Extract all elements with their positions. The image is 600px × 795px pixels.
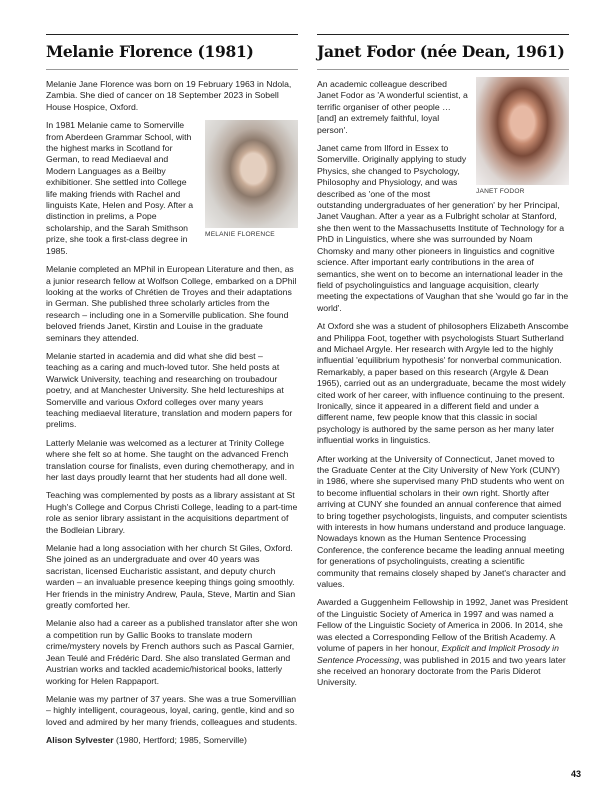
text-span: Awarded a Guggenheim Fellowship in 1992, Janet was President of the Linguistic Society of America in 1997 and was named a Fellow of the Linguistic Society of America in 2006. In 2014, she was elected a Corresponding Fellow of the British Academy. A volume of papers in her honour, (317, 597, 568, 654)
portrait-photo (205, 120, 298, 228)
photo-figure (205, 120, 298, 238)
paragraph: An academic colleague described Janet Fodor as 'A wonderful scientist, a terrific organiser of other people … [and] an extremely faithful, loyal person'. (317, 79, 468, 135)
title-rule (46, 69, 298, 70)
paragraph: At Oxford she was a student of philosophers Elizabeth Anscombe and Philippa Foot, together with psychologists Stuart Sutherland and Michael Argyle. Her research with Argyle led to the highly influential 'equilibrium hypothesis' for nonverbal communication. Remarkably, a paper based on this research (Argyle & Dean 1965), carried out as an undergraduate, became the most widely cited work of her career, with influence continuing to the present. Ironically, since it appeared in a different field and under a different name, few people know that this classic in social psychology is authored by the same person as her many later influential works in linguistics. (317, 321, 569, 446)
book-title: Explicit and Implicit Prosody in Sentence Processing (317, 643, 559, 665)
text-span: , was published in 2015 and two years later she received an honorary doctorate from the Paris Diderot University. (317, 654, 566, 688)
paragraph: Teaching was complemented by posts as a library assistant at St Hugh's College and Corpus Christi College, leading to a part-time role as senior library assistant in the acquisitions department of the Bodleian Library. (46, 490, 298, 535)
top-rule (317, 34, 569, 35)
author-name: Alison Sylvester (46, 735, 114, 746)
paragraph: Latterly Melanie was welcomed as a lecturer at Trinity College where she felt so at home. She taught on the advanced French translation course for finalists, even during chemotherapy, and in her last days proudly learnt that her students had all done well. (46, 437, 295, 482)
photo-caption: MELANIE FLORENCE (205, 231, 275, 239)
article-title: Melanie Florence (1981) (46, 42, 254, 61)
photo-caption: JANET FODOR (476, 188, 525, 195)
paragraph: Melanie Jane Florence was born on 19 February 1963 in Ndola, Zambia. She died of cancer on 18 September 2023 in Sobell House Hospice, Oxford. (46, 79, 292, 112)
author-details: (1980, Hertford; 1985, Somerville) (113, 735, 247, 746)
top-rule (46, 34, 298, 35)
page-number: 43 (570, 769, 581, 779)
paragraph: Janet came from Ilford in Essex to Somerville. Originally applying to study Physics, she changed to Psychology, Philosophy and Physiology, and was described as 'one of the most outstanding undergraduates of her generation' by her Principal, Janet Vaughan. After a year as a Fulbright scholar at Stanford, she then went to the Massachusetts Institute of Technology for a PhD in Linguistics, where she was surrounded by Noam Chomsky and many other pioneers in linguistics and cognitive science. After important early contributions in the area of semantics, she went on to become an international leader in the field of psycholinguistics and language acquisition, clearly meeting the expectations of Vaughan that she 'would go far in the world'. (317, 143, 569, 313)
title-rule (317, 69, 569, 70)
obituary-janet-fodor (317, 34, 569, 696)
author-signature (46, 735, 298, 746)
article-title: Janet Fodor (née Dean, 1961) (317, 42, 565, 61)
paragraph: After working at the University of Connecticut, Janet moved to the Graduate Center at the City University of New York (CUNY) in 1986, where she supervised many PhD students who went on to become influential scholars in their own right. Shortly after arriving at CUNY she founded an annual conference that aimed to bring together psychologists, linguists, and computer scientists with interests in how humans understand and produce language. Nowadays known as the Human Sentence Processing Conference, the conference became the leading annual meeting for generations of psycholinguists, creating a scientific community that remains closely shaped by Janet's character and values. (317, 453, 568, 590)
paragraph (317, 597, 569, 688)
paragraph: Melanie started in academia and did what she did best – teaching as a caring and much-loved tutor. She held posts at Warwick University, teaching and researching on troubadour poetry, and at Manchester University. She held lectureships at Somerville and various Oxford colleges over many years teaching mediaeval literature, translation and modern papers for prelims. (46, 350, 293, 430)
photo-figure (476, 77, 569, 195)
paragraph: Melanie also had a career as a published translator after she won a competition run by Gallic Books to translate modern crime/mystery novels by French authors such as Pascal Garnier, Jean Teulé and Frédéric Dard. She also translated German and Austrian works and tackled academic/historical books, latterly working for Helen Rappaport. (46, 618, 298, 686)
paragraph: In 1981 Melanie came to Somerville from Aberdeen Grammar School, with the highest marks in Scotland for German, to read Mediaeval and Modern Languages as a Beilby exhibitioner. She settled into College life making friends with Rachel and linguists Kate, Helen and Posy. After a distinction in prelims, a Pope scholarship, and the Sarah Smithson prize, she took a first-class degree in 1985. (46, 120, 194, 256)
paragraph: Melanie completed an MPhil in European Literature and then, as a junior research fellow at Wolfson College, embarked on a DPhil looking at the works of Chrétien de Troyes and their adaptations in German. She published three scholarly articles from the research – including one in a Somerville publication. She found beloved friends Janet, Kirstin and Louise in the graduate seminars they attended. (46, 264, 297, 343)
obituary-melanie-florence (46, 34, 298, 754)
paragraph: Melanie had a long association with her church St Giles, Oxford. She joined as an undergraduate and over 40 years was sacristan, licensed Eucharistic assistant, and deputy church warden – an invaluable presence keeping things going smoothly. Her friends in the ministry Andrew, Paula, Steve, Martin and Sian greatly comforted her. (46, 543, 296, 611)
portrait-photo (476, 77, 569, 185)
paragraph: Melanie was my partner of 37 years. She was a true Somervillian – highly intelligent, courageous, loyal, caring, gentle, kind and so loved and admired by her many friends, colleagues and students. (46, 693, 298, 727)
